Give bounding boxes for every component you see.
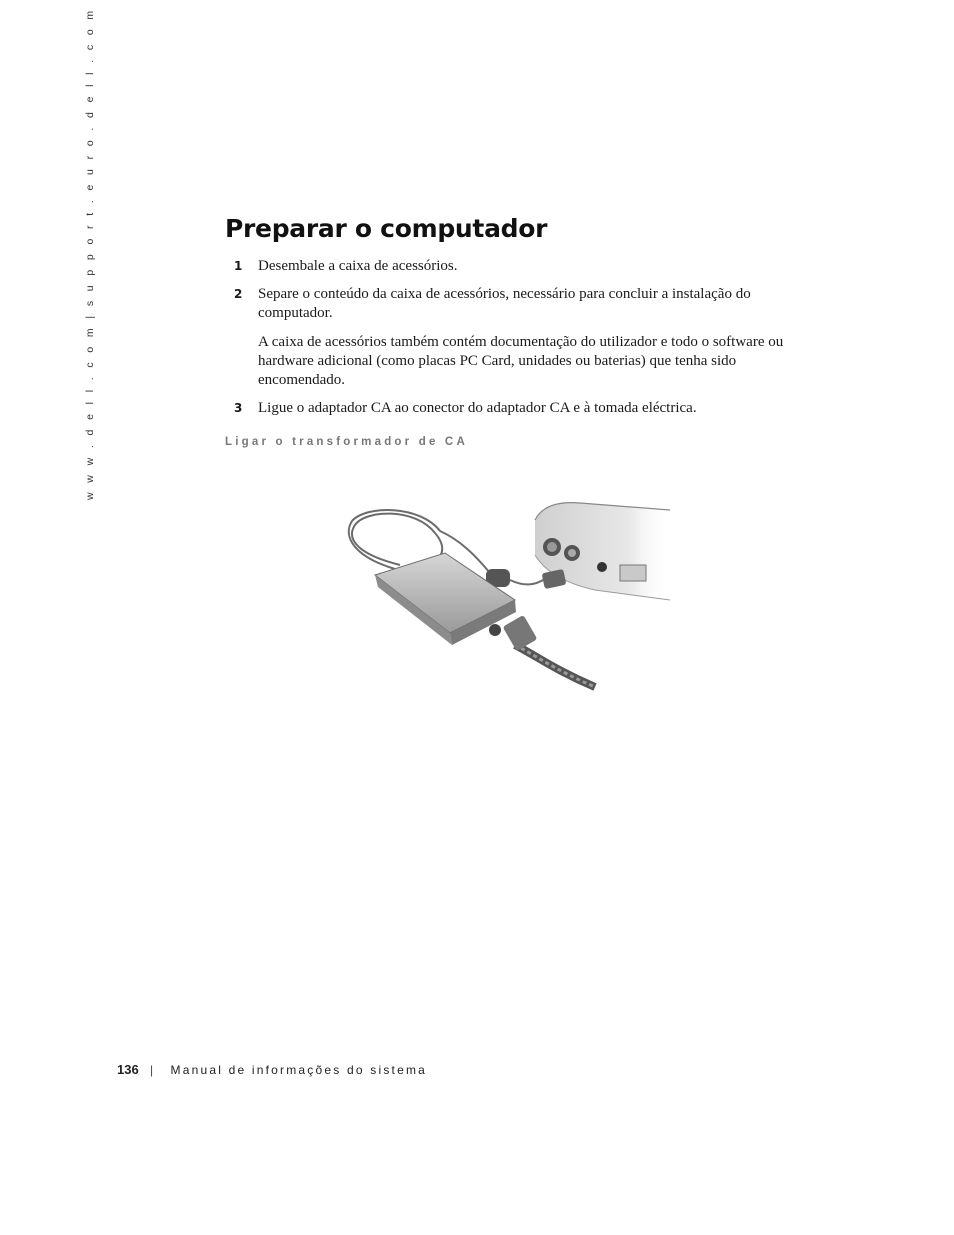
step-item	[234, 399, 814, 418]
adapter-brick	[375, 553, 516, 645]
page-title: Preparar o computador	[225, 214, 548, 243]
document-title: Manual de informações do sistema	[170, 1063, 428, 1077]
ac-cord	[503, 615, 595, 687]
side-url-text: w w w . d e l l . c o m | s u p p o r t . e u r o . d e l l . c o m	[84, 7, 96, 500]
page-footer	[117, 1062, 427, 1077]
step-text: Desembale a caixa de acessórios.	[258, 258, 458, 274]
step-text: Separe o conteúdo da caixa de acessórios, necessário para concluir a instalação do computador.	[258, 286, 751, 321]
step-number: 2	[234, 287, 243, 301]
step-note: A caixa de acessórios também contém documentação do utilizador e todo o software ou hardware adicional (como placas PC Card, unidades ou baterias) que tenha sido encomendado.	[258, 334, 784, 388]
figure-caption: Ligar o transformador de CA	[225, 436, 468, 448]
step-item	[234, 285, 814, 390]
page-number: 136	[117, 1062, 139, 1077]
step-number: 3	[234, 401, 243, 415]
footer-separator: |	[150, 1063, 154, 1077]
ac-adapter-illustration	[340, 495, 670, 700]
dc-plug	[542, 569, 567, 589]
step-item	[234, 257, 814, 276]
step-number: 1	[234, 259, 243, 273]
steps-list	[234, 257, 814, 427]
step-text: Ligue o adaptador CA ao conector do adaptador CA e à tomada eléctrica.	[258, 400, 697, 416]
